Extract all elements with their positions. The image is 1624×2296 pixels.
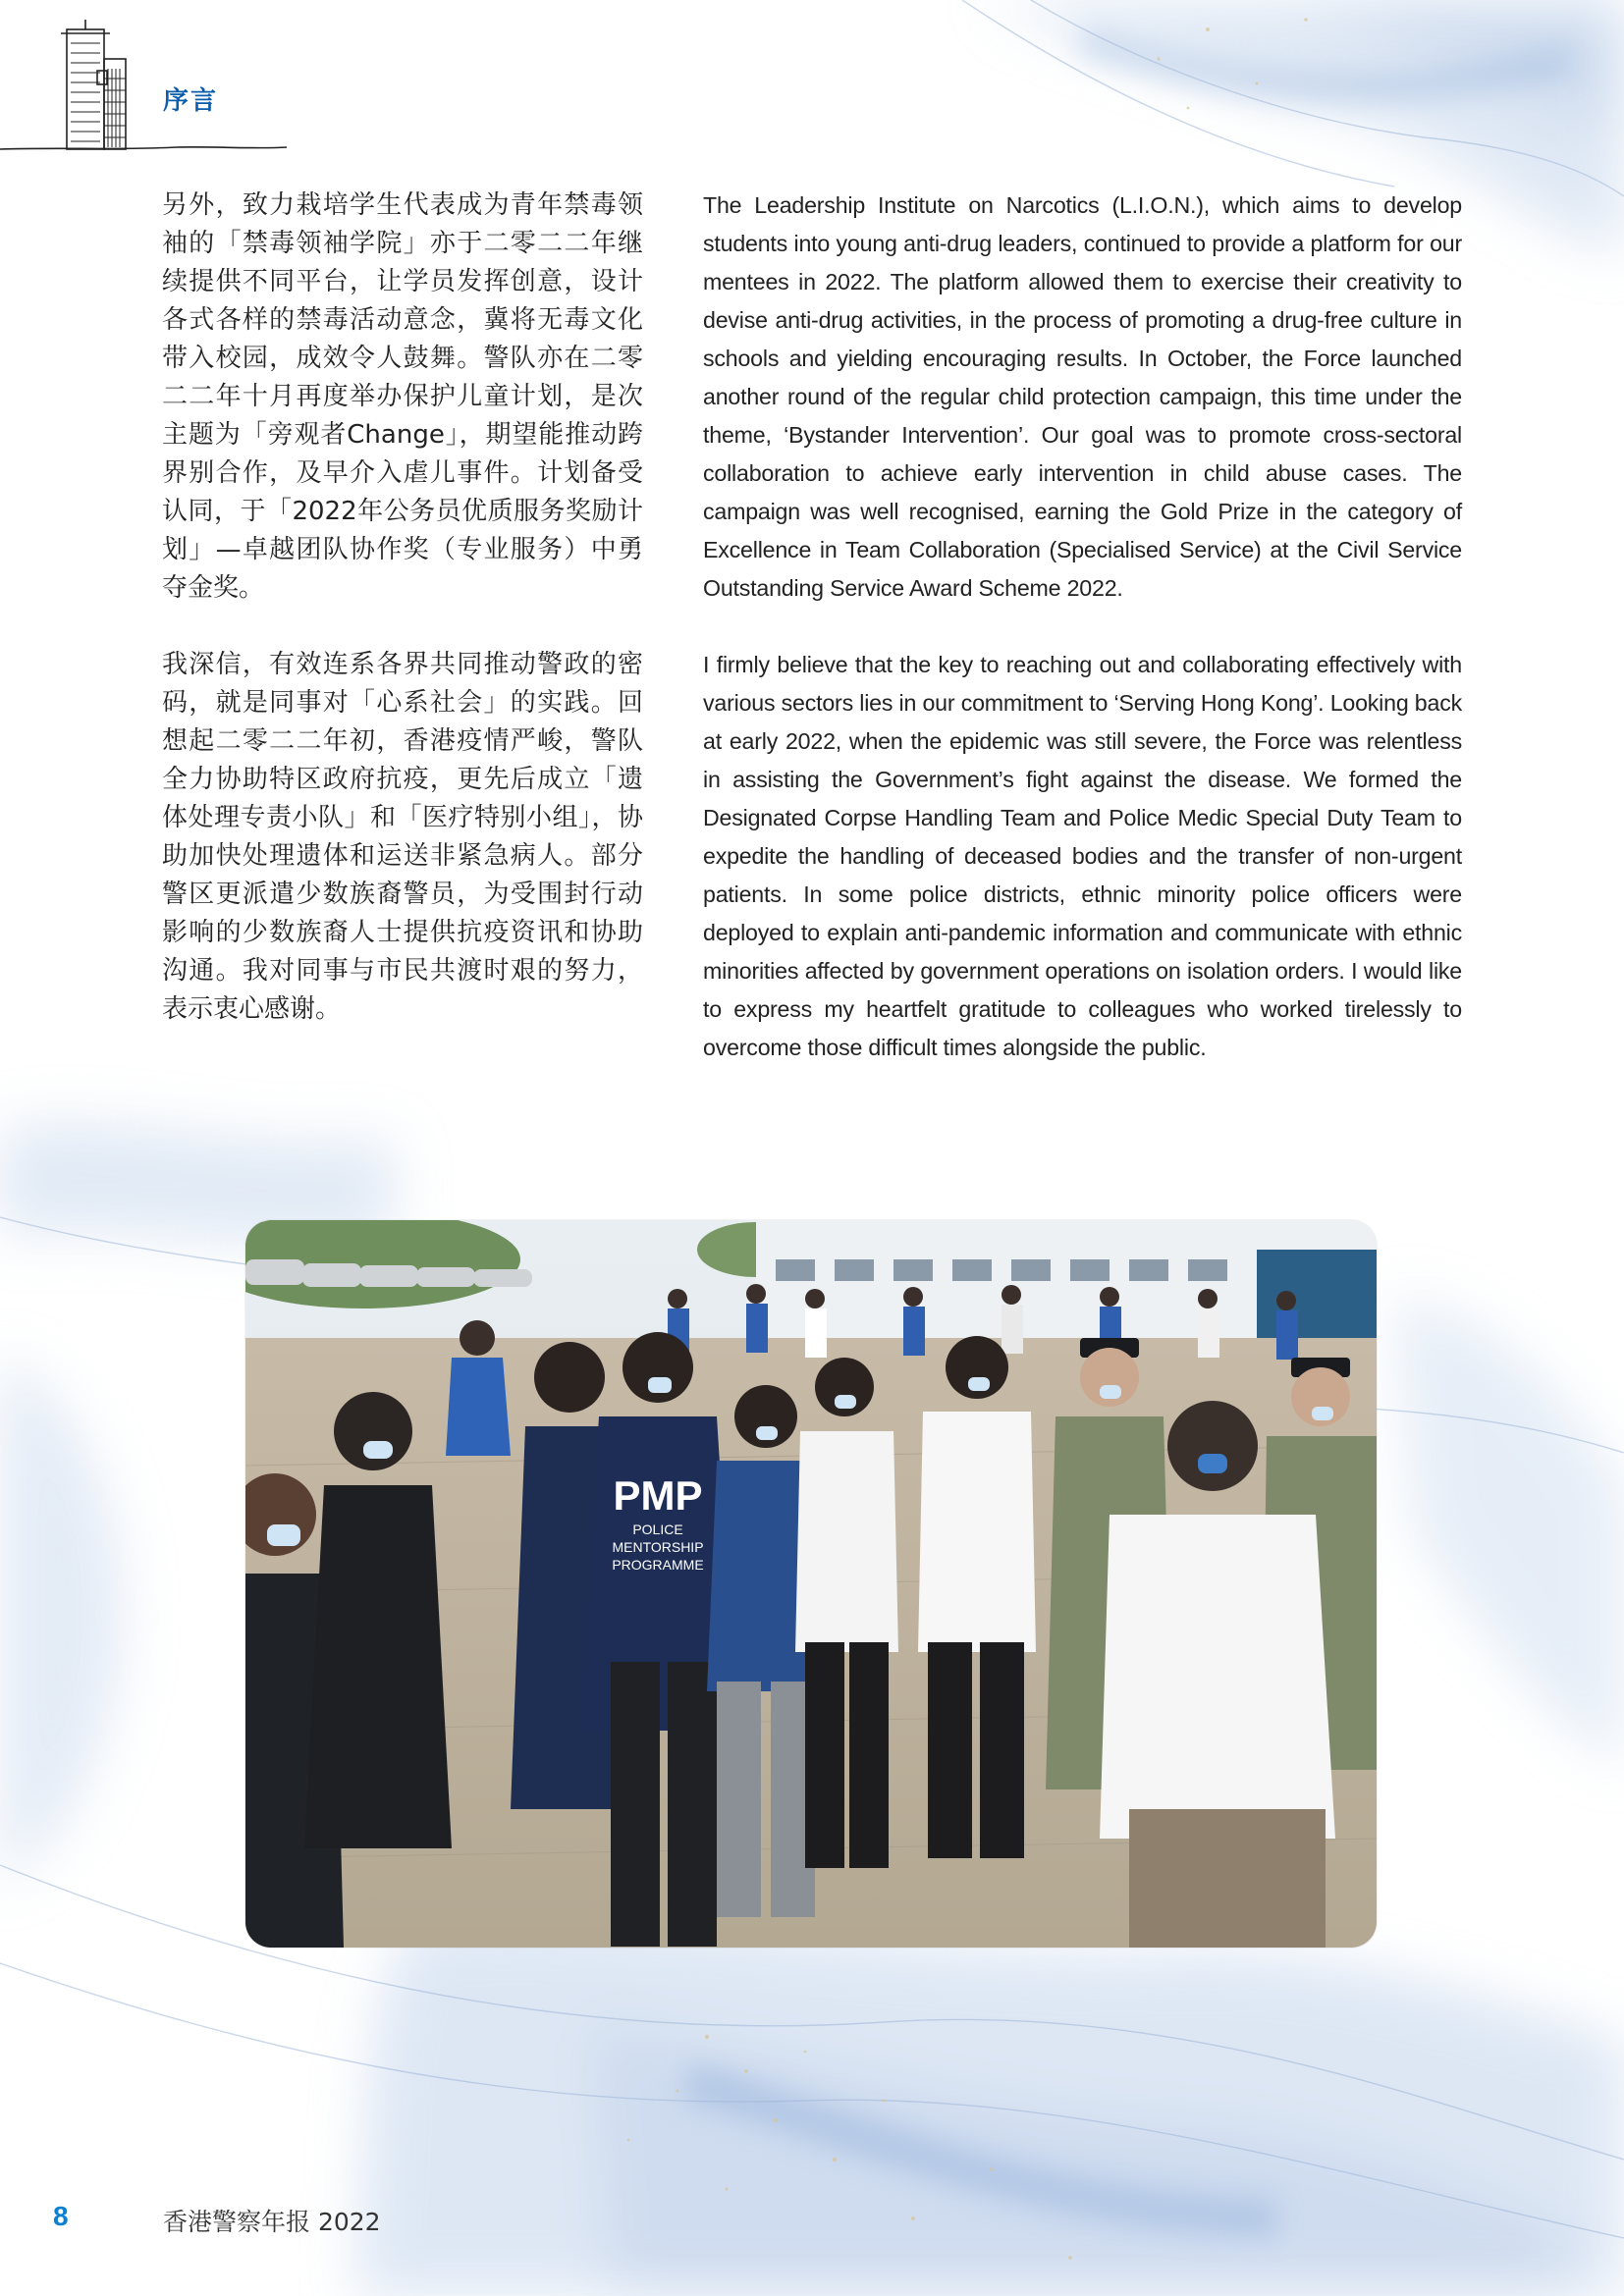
english-paragraph-2: I firmly believe that the key to reaching out and collaborating effectively with various sectors lies in our commitment to ‘Serving Hong Kong’. Looking back at early 2022, when the epidemic was still severe, the Force was relentless in assisting the Government’s fight against the disease. We formed the Designated Corpse Handling Team and Police Medic Special Duty Team to expedite the handling of deceased bodies and the transfer of non-urgent patients. In some police districts, ethnic minority police officers were deployed to explain anti-pandemic information and communicate with ethnic minorities affected by government operations on isolation orders. I would like to express my heartfelt gratitude to colleagues who worked tirelessly to overcome those difficult times alongside the public. [703, 652, 1462, 1060]
building-sketch-icon [0, 20, 295, 157]
section-title: 序言 [163, 86, 219, 116]
shirt-print-pmp: PMP [613, 1472, 703, 1519]
page-number: 8 [53, 2201, 69, 2231]
group-photo-icon [245, 1220, 1377, 1948]
event-photo [245, 1220, 1377, 1948]
english-paragraph-1: The Leadership Institute on Narcotics (L.I.O.N.), which aims to develop students into young anti-drug leaders, continued to provide a platform for our mentees in 2022. The platform allowed them to exercise their creativity to devise anti-drug activities, in the process of promoting a drug-free culture in schools and yielding encouraging results. In October, the Force launched another round of the regular child protection campaign, this time under the theme, ‘Bystander Intervention’. Our goal was to promote cross-sectoral collaboration to achieve early intervention in child abuse cases. The campaign was well recognised, earning the Gold Prize in the category of Excellence in Team Collaboration (Specialised Service) at the Civil Service Outstanding Service Award Scheme 2022. [703, 192, 1462, 601]
publication-title: 香港警察年报 2022 [163, 2208, 381, 2236]
chinese-paragraph-2: 我深信，有效连系各界共同推动警政的密码，就是同事对「心系社会」的实践。回想起二零二二年初，香港疫情严峻，警队全力协助特区政府抗疫，更先后成立「遗体处理专责小队」和「医疗特别小组」，协助加快处理遗体和运送非紧急病人。部分警区更派遣少数族裔警员，为受围封行动影响的少数族裔人士提供抗疫资讯和协助沟通。我对同事与市民共渡时艰的努力，表示衷心感谢。 [162, 650, 643, 1024]
shirt-print-line-1: POLICE [632, 1522, 683, 1537]
shirt-print-line-3: PROGRAMME [612, 1557, 704, 1573]
shirt-print-line-2: MENTORSHIP [612, 1539, 704, 1555]
chinese-paragraph-1: 另外，致力栽培学生代表成为青年禁毒领袖的「禁毒领袖学院」亦于二零二二年继续提供不同平台，让学员发挥创意，设计各式各样的禁毒活动意念，冀将无毒文化带入校园，成效令人鼓舞。警队亦在二零二二年十月再度举办保护儿童计划，是次主题为「旁观者Change」，期望能推动跨界别合作，及早介入虐儿事件。计划备受认同，于「2022年公务员优质服务奖励计划」—卓越团队协作奖（专业服务）中勇夺金奖。 [162, 190, 643, 603]
chinese-text-column [162, 187, 643, 1067]
page-header [0, 20, 295, 157]
english-text-column [703, 187, 1462, 1105]
